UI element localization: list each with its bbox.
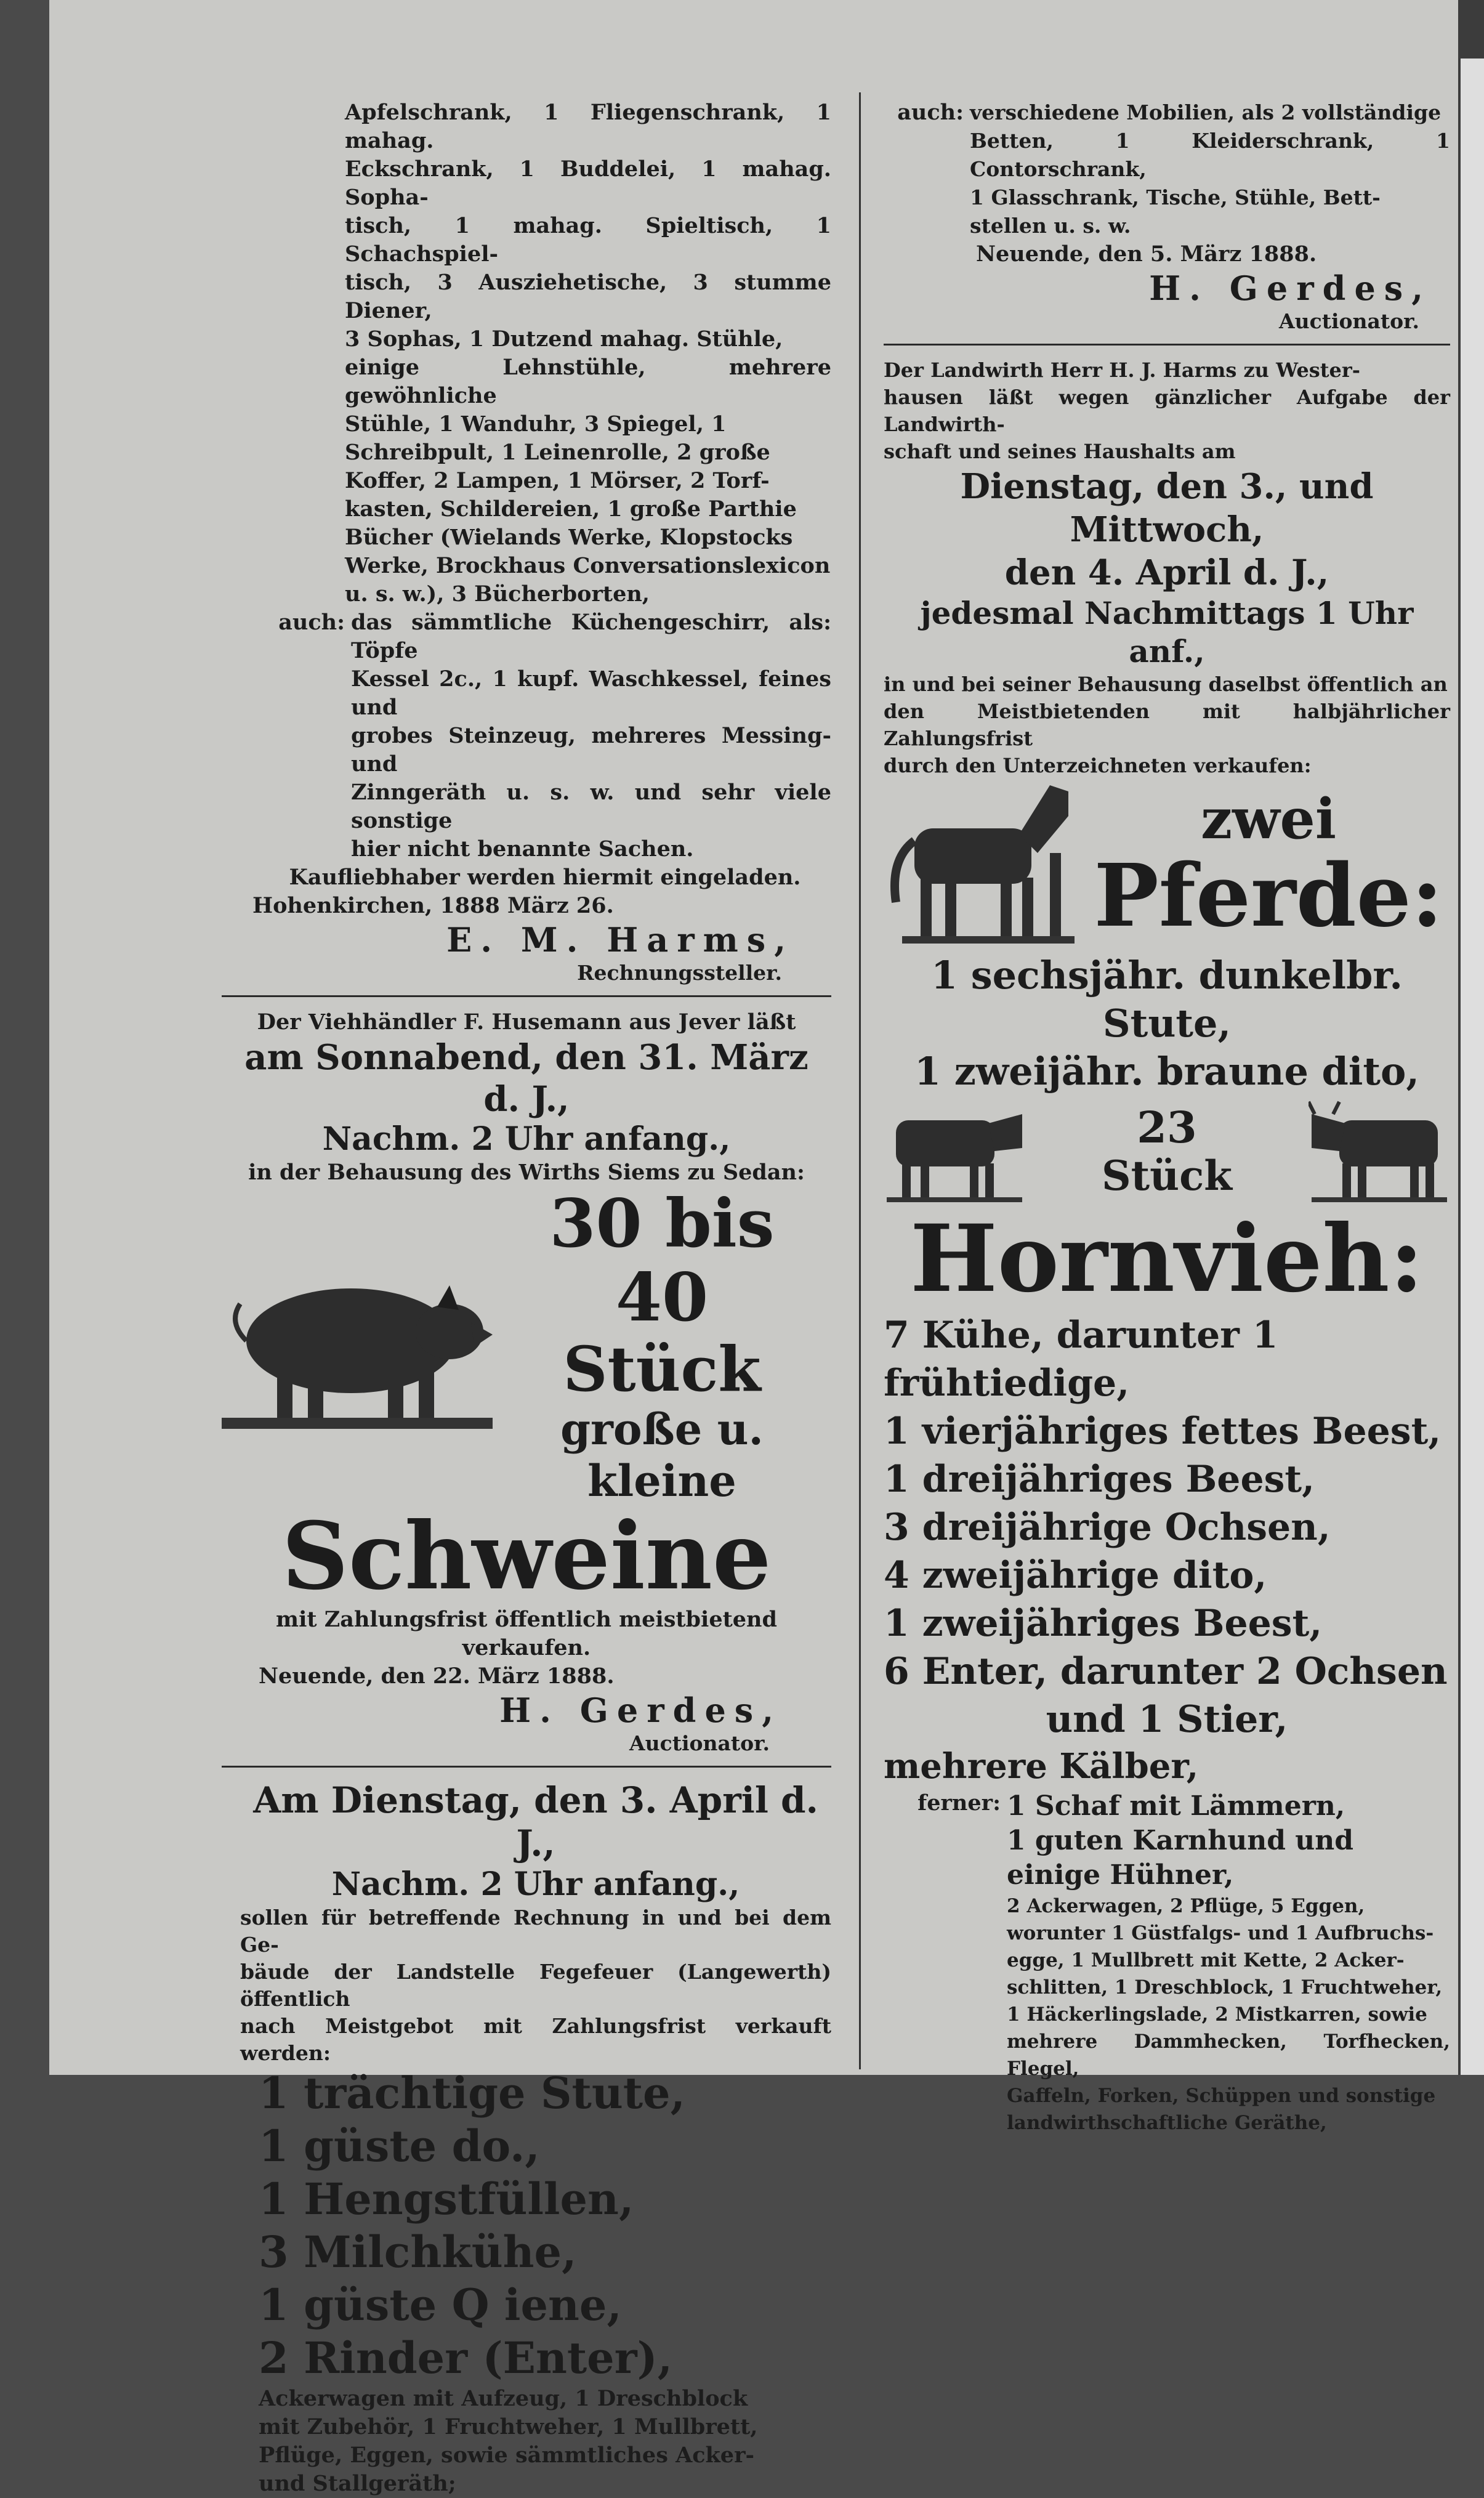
lot-item: 6 Enter, darunter 2 Ochsen bbox=[884, 1650, 1448, 1693]
text-line: und Stallgeräth; bbox=[259, 2471, 456, 2496]
text-line: mehrere Dammhecken, Torfhecken, Flegel, bbox=[1007, 2031, 1450, 2080]
ad-pig-auction bbox=[166, 1008, 831, 1757]
auction-body bbox=[240, 1904, 831, 2067]
text-line: Der Landwirth Herr H. J. Harms zu Wester- bbox=[884, 358, 1361, 382]
auction-time: Nachm. 2 Uhr anfang., bbox=[331, 1865, 740, 1903]
text-line: Eckschrank, 1 Buddelei, 1 mahag. Sopha- bbox=[345, 156, 831, 210]
lot-item: 1 sechsjähr. dunkelbr. Stute, bbox=[930, 953, 1403, 1046]
pig-block bbox=[222, 1187, 831, 1507]
lot-item: 1 vierjähriges fettes Beest, bbox=[884, 1410, 1442, 1453]
lot-item: 3 Milchkühe, bbox=[259, 2226, 577, 2278]
horse-illustration-icon bbox=[884, 779, 1087, 952]
text-line: 1 Schaf mit Lämmern, bbox=[1007, 1790, 1345, 1822]
ad-furniture-also bbox=[166, 608, 831, 863]
invite-text: Kaufliebhaber werden hiermit eingeladen. bbox=[289, 865, 801, 890]
auction-location: in der Behausung des Wirths Siems zu Sedan: bbox=[248, 1160, 805, 1185]
auch-label: auch: bbox=[278, 610, 345, 635]
auction-date-2: den 4. April d. J., bbox=[1004, 552, 1329, 593]
text-line: einige Hühner, bbox=[1007, 1859, 1234, 1891]
auction-date: Am Dienstag, den 3. April d. J., bbox=[253, 1779, 818, 1864]
text-line: 2 Ackerwagen, 2 Pflüge, 5 Eggen, bbox=[1007, 1895, 1365, 1917]
pig-heading: Schweine bbox=[281, 1502, 772, 1611]
lot-item: 3 dreijährige Ochsen, bbox=[884, 1506, 1331, 1549]
auch-label: auch: bbox=[897, 100, 964, 125]
signature: H. Gerdes, bbox=[1149, 269, 1432, 308]
text-line: bäude der Landstelle Fegefeuer (Langewerth) öffentlich bbox=[240, 1960, 831, 2011]
text-line: grobes Steinzeug, mehreres Messing- und bbox=[351, 723, 831, 777]
text-line: 3 Sophas, 1 Dutzend mahag. Stühle, bbox=[345, 326, 783, 352]
text-line: Schreibpult, 1 Leinenrolle, 2 große bbox=[345, 440, 770, 465]
lot-item: 7 Kühe, darunter 1 frühtiedige, bbox=[884, 1314, 1278, 1405]
text-line: stellen u. s. w. bbox=[970, 214, 1131, 238]
text-line: hier nicht benannte Sachen. bbox=[351, 836, 694, 862]
text-line: schaft und seines Haushalts am bbox=[884, 440, 1236, 463]
cattle-heading: Hornvieh: bbox=[910, 1205, 1424, 1313]
column-divider bbox=[859, 92, 861, 2069]
text-line: verschiedene Mobilien, als 2 vollständige bbox=[970, 100, 1442, 124]
text-line: 1 guten Karnhund und bbox=[1007, 1825, 1354, 1856]
text-line: Pflüge, Eggen, sowie sämmtliches Acker- bbox=[259, 2443, 755, 2468]
text-line: Betten, 1 Kleiderschrank, 1 Contorschrank, bbox=[970, 129, 1450, 181]
right-column bbox=[884, 99, 1450, 2136]
ad-mobilien-auction bbox=[884, 99, 1450, 335]
ox-illustration-icon bbox=[1309, 1096, 1450, 1207]
ad-furniture-auction bbox=[166, 99, 831, 987]
lot-item: und 1 Stier, bbox=[1046, 1698, 1288, 1741]
auction-time: Nachm. 2 Uhr anfang., bbox=[322, 1120, 731, 1158]
left-column bbox=[166, 99, 831, 2498]
text-line: durch den Unterzeichneten verkaufen: bbox=[884, 754, 1312, 777]
text-line: tisch, 3 Ausziehetische, 3 stumme Diener, bbox=[345, 270, 831, 323]
lot-item: 4 zweijährige dito, bbox=[884, 1554, 1267, 1597]
ad-separator bbox=[222, 995, 831, 997]
auction-body bbox=[884, 671, 1450, 779]
text-line: einige Lehnstühle, mehrere gewöhnliche bbox=[345, 355, 831, 408]
signature-role: Auctionator. bbox=[629, 1731, 770, 1755]
signature: H. Gerdes, bbox=[499, 1691, 782, 1730]
lot-list bbox=[240, 2067, 831, 2385]
cattle-block bbox=[884, 1096, 1450, 1207]
text-line: schlitten, 1 Dreschblock, 1 Fruchtweher, bbox=[1007, 1976, 1443, 1999]
lot-item: mehrere Kälber, bbox=[884, 1746, 1199, 1787]
place-date: Neuende, den 22. März 1888. bbox=[259, 1663, 615, 1689]
place-date: Neuende, den 5. März 1888. bbox=[976, 241, 1317, 267]
text-line: Koffer, 2 Lampen, 1 Mörser, 2 Torf- bbox=[345, 468, 770, 493]
ad-livestock-auction bbox=[884, 357, 1450, 2136]
lot-item: 1 trächtige Stute, bbox=[259, 2068, 685, 2119]
lot-item: 2 Rinder (Enter), bbox=[259, 2332, 673, 2383]
auction-date: Dienstag, den 3., und Mittwoch, bbox=[960, 466, 1374, 550]
text-line: nach Meistgebot mit Zahlungsfrist verkauft werden: bbox=[240, 2014, 831, 2065]
text-line: Bücher (Wielands Werke, Klopstocks bbox=[345, 525, 793, 550]
text-line: 1 Glasschrank, Tische, Stühle, Bett- bbox=[970, 185, 1381, 209]
text-line: in und bei seiner Behausung daselbst öffentlich an bbox=[884, 673, 1448, 696]
text-line: u. s. w.), 3 Bücherborten, bbox=[345, 581, 650, 607]
text-line: Ackerwagen mit Aufzeug, 1 Dreschblock bbox=[259, 2386, 748, 2411]
lot-item: 1 dreijähriges Beest, bbox=[884, 1458, 1315, 1501]
text-line: Kessel 2c., 1 kupf. Waschkessel, feines und bbox=[351, 666, 831, 720]
text-line: das sämmtliche Küchengeschirr, als: Töpfe bbox=[351, 610, 831, 663]
ferner-block bbox=[884, 1789, 1450, 1893]
ferner-label: ferner: bbox=[917, 1790, 1001, 1816]
signature: E. M. Harms, bbox=[446, 920, 794, 960]
text-line: egge, 1 Mullbrett mit Kette, 2 Acker- bbox=[1007, 1949, 1405, 1971]
pig-count: 30 bis 40 bbox=[549, 1185, 775, 1336]
cattle-lot-list bbox=[884, 1311, 1450, 1789]
lot-item: 1 Hengstfüllen, bbox=[259, 2173, 634, 2225]
text-line: kasten, Schildereien, 1 große Parthie bbox=[345, 496, 797, 522]
next-page-edge bbox=[1461, 59, 1484, 2075]
text-line: landwirthschaftliche Geräthe, bbox=[1007, 2112, 1327, 2134]
horse-count: zwei bbox=[1200, 786, 1337, 852]
ad-furniture-items bbox=[166, 99, 831, 608]
text-line: den Meistbietenden mit halbjährlicher Zahlungsfrist bbox=[884, 700, 1450, 750]
lot-item: 1 güste do., bbox=[259, 2120, 540, 2172]
tool-list bbox=[884, 1893, 1450, 2136]
signature-role: Auctionator. bbox=[1279, 309, 1419, 333]
signature-role: Rechnungssteller. bbox=[577, 961, 782, 985]
text-line: tisch, 1 mahag. Spieltisch, 1 Schachspiel- bbox=[345, 213, 831, 267]
pig-illustration-icon bbox=[222, 1248, 493, 1445]
lot-item: 1 güste Q iene, bbox=[259, 2279, 622, 2330]
text-line: sollen für betreffende Rechnung in und bei dem Ge- bbox=[240, 1906, 831, 1957]
text-line: mit Zubehör, 1 Fruchtweher, 1 Mullbrett, bbox=[259, 2414, 758, 2439]
ad-intro bbox=[884, 357, 1450, 465]
cow-illustration-icon bbox=[884, 1096, 1025, 1207]
auction-time: jedesmal Nachmittags 1 Uhr anf., bbox=[920, 595, 1414, 669]
pig-unit: Stück bbox=[563, 1333, 761, 1405]
lot-item: 1 zweijähr. braune dito, bbox=[914, 1049, 1419, 1094]
cattle-unit: Stück bbox=[1101, 1152, 1233, 1200]
ad-intro: Der Viehhändler F. Husemann aus Jever läßt bbox=[257, 1009, 796, 1035]
ad-separator bbox=[222, 1766, 831, 1768]
horse-heading: Pferde: bbox=[1094, 846, 1443, 947]
text-line: Stühle, 1 Wanduhr, 3 Spiegel, 1 bbox=[345, 411, 727, 437]
auction-tail bbox=[240, 2385, 831, 2498]
text-line: worunter 1 Güstfalgs- und 1 Aufbruchs- bbox=[1007, 1922, 1434, 1944]
text-line: Apfelschrank, 1 Fliegenschrank, 1 mahag. bbox=[345, 100, 831, 153]
ad-separator bbox=[884, 344, 1450, 346]
ad-farm-auction bbox=[166, 1779, 831, 2498]
text-line: Zinngeräth u. s. w. und sehr viele sonstige bbox=[351, 780, 831, 833]
place-date: Hohenkirchen, 1888 März 26. bbox=[252, 893, 614, 918]
auction-date: am Sonnabend, den 31. März d. J., bbox=[244, 1037, 809, 1120]
cattle-count: 23 bbox=[1137, 1102, 1197, 1153]
text-line: Werke, Brockhaus Conversationslexicon bbox=[345, 553, 831, 578]
auction-terms: mit Zahlungsfrist öffentlich meistbietend verkaufen. bbox=[276, 1607, 777, 1660]
text-line: hausen läßt wegen gänzlicher Aufgabe der Landwirth- bbox=[884, 386, 1450, 436]
horse-block bbox=[884, 779, 1450, 952]
pig-size: große u. kleine bbox=[560, 1404, 764, 1506]
text-line: Gaffeln, Forken, Schüppen und sonstige bbox=[1007, 2085, 1436, 2107]
ad-mobilien-items bbox=[884, 99, 1450, 240]
lot-item: 1 zweijähriges Beest, bbox=[884, 1602, 1323, 1645]
text-line: 1 Häckerlingslade, 2 Mistkarren, sowie bbox=[1007, 2003, 1427, 2026]
